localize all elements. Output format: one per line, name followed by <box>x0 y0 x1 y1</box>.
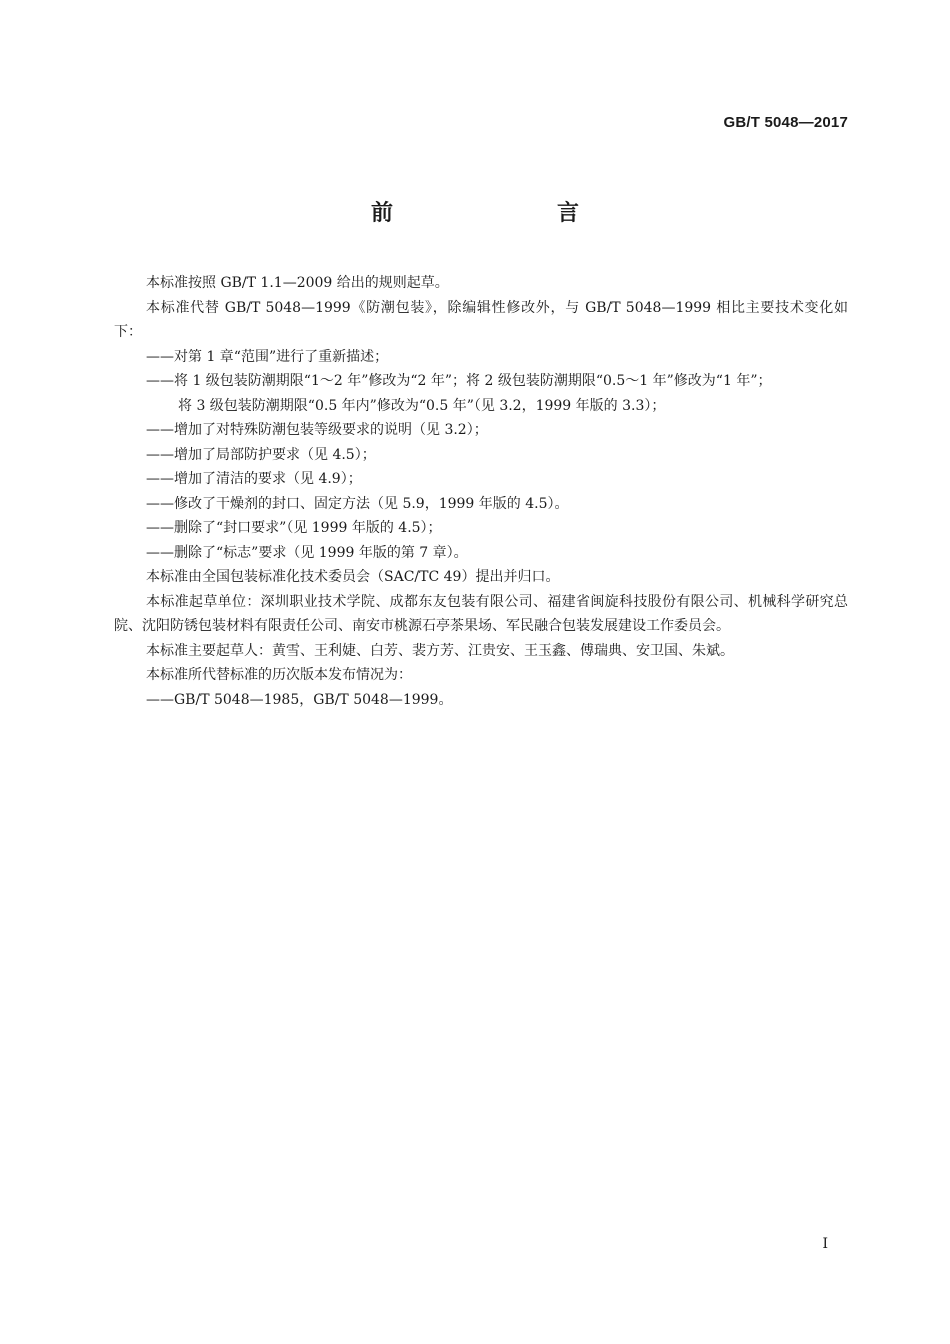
change-item: ——删除了“封口要求”（见 1999 年版的 4.5）； <box>146 520 442 536</box>
drafting-units-paragraph: 本标准起草单位：深圳职业技术学院、成都东友包装有限公司、福建省闽旋科技股份有限公司、机械科学研究总院、沈阳防锈包装材料有限责任公司、南安市桃源石亭茶果场、军民融合包装发展建设工作委员会。 <box>114 593 848 634</box>
standard-code: GB/T 5048—2017 <box>723 114 848 131</box>
change-item-text: ——将 1 级包装防潮期限“1～2 年”修改为“2 年”；将 2 级包装防潮期限“0.5～1 年”修改为“1 年”； <box>146 373 772 389</box>
page-title: 前 言 <box>370 201 619 226</box>
change-item: ——增加了清洁的要求（见 4.9）； <box>146 471 362 487</box>
page-number: I <box>822 1236 828 1252</box>
change-item: ——增加了对特殊防潮包装等级要求的说明（见 3.2）； <box>146 422 488 438</box>
drafting-rules-paragraph: 本标准按照 GB/T 1.1—2009 给出的规则起草。 <box>146 275 449 291</box>
history-intro-paragraph: 本标准所代替标准的历次版本发布情况为： <box>146 667 412 683</box>
change-item: ——删除了“标志”要求（见 1999 年版的第 7 章）。 <box>146 544 468 561</box>
change-item <box>114 369 848 418</box>
change-item-continuation: 将 3 级包装防潮期限“0.5 年内”修改为“0.5 年”（见 3.2，1999 年版的 3.3）； <box>178 397 666 414</box>
history-item: ——GB/T 5048—1985，GB/T 5048—1999。 <box>146 691 453 708</box>
change-item: ——增加了局部防护要求（见 4.5）； <box>146 446 376 463</box>
proposed-by-paragraph: 本标准由全国包装标准化技术委员会（SAC/TC 49）提出并归口。 <box>146 569 560 585</box>
change-item: ——修改了干燥剂的封口、固定方法（见 5.9，1999 年版的 4.5）。 <box>146 495 569 512</box>
foreword-body <box>114 271 848 712</box>
change-item: ——对第 1 章“范围”进行了重新描述； <box>146 348 389 365</box>
replacement-paragraph: 本标准代替 GB/T 5048—1999《防潮包装》，除编辑性修改外，与 GB/T 5048—1999 相比主要技术变化如下： <box>114 299 848 340</box>
drafters-paragraph: 本标准主要起草人：黄雪、王利婕、白芳、裴方芳、江贵安、王玉鑫、傅瑞典、安卫国、朱斌。 <box>146 642 734 659</box>
